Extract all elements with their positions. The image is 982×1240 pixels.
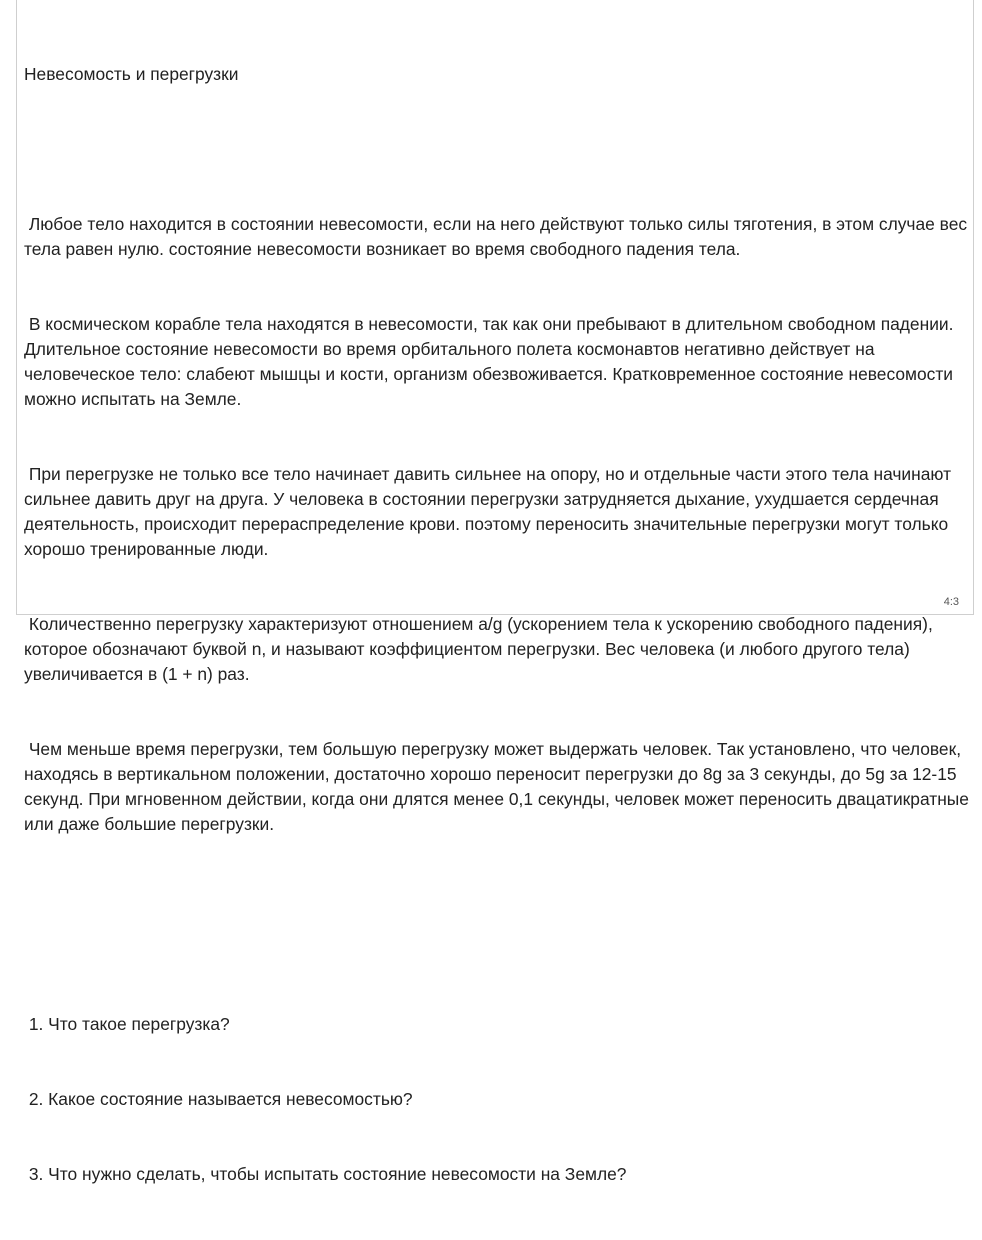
message-title: Невесомость и перегрузки xyxy=(24,64,239,84)
question-1: 1. Что такое перегрузка? xyxy=(24,1014,230,1034)
paragraph-2: В космическом корабле тела находятся в невесомости, так как они пребывают в длительном свободном падении. Длительное состояние невесомости во время орбитального полета космонавтов негативно действует на человеческое тело: слабеют мышцы и кости, организм обезвоживается. Кратковременное состояние невесомости можно испытать на Земле. xyxy=(24,314,959,409)
question-list xyxy=(24,962,970,1237)
blank-line xyxy=(24,137,970,162)
blank-line xyxy=(24,887,970,912)
paragraph-3: При перегрузке не только все тело начинает давить сильнее на опору, но и отдельные части этого тела начинают сильнее давить друг на друга. У человека в состоянии перегрузки затрудняется дыхание, ухудшается сердечная деятельность, происходит перераспределение крови. поэтому переносить значительные перегрузки могут только хорошо тренированные люди. xyxy=(24,464,956,559)
question-2: 2. Какое состояние называется невесомостью? xyxy=(24,1089,413,1109)
question-3: 3. Что нужно сделать, чтобы испытать состояние невесомости на Земле? xyxy=(24,1164,627,1184)
paragraph-1: Любое тело находится в состоянии невесомости, если на него действуют только силы тяготения, в этом случае вес тела равен нулю. состояние невесомости возникает во время свободного падения тела. xyxy=(24,214,972,259)
paragraph-5: Чем меньше время перегрузки, тем большую перегрузку может выдержать человек. Так установлено, что человек, находясь в вертикальном положении, достаточно хорошо переносит перегрузки до 8g за 3 секунды, до 5g за 12-15 секунд. При мгновенном действии, когда они длятся менее 0,1 секунды, человек может переносить двацатикратные или даже большие перегрузки. xyxy=(24,739,974,834)
paragraph-4: Количественно перегрузку характеризуют отношением a/g (ускорением тела к ускорению свободного падения), которое обозначают буквой n, и называют коэффициентом перегрузки. Вес человека (и любого другого тела) увеличивается в (1 + n) раз. xyxy=(24,614,938,684)
message-timestamp: 4:3 xyxy=(943,596,959,608)
message-bubble xyxy=(16,0,974,1184)
message-text xyxy=(24,12,974,1240)
